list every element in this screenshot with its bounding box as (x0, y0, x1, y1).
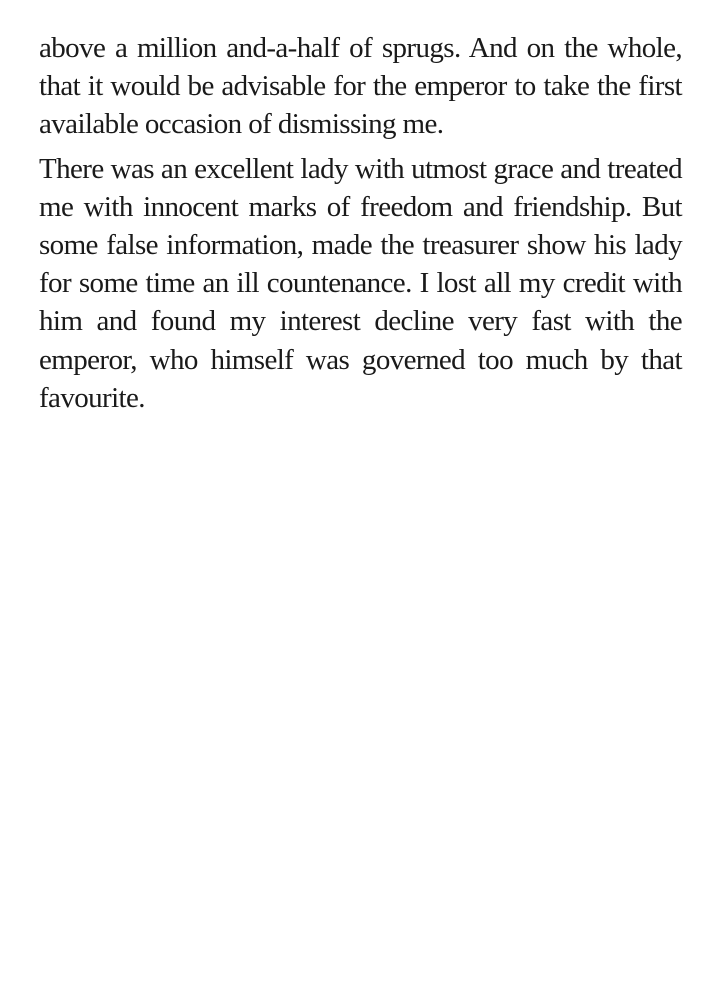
paragraph-2 (39, 150, 682, 417)
text-line: him and found my interest decline very fast with the (39, 305, 682, 338)
text-line: some false information, made the treasurer show his lady (39, 229, 682, 262)
text-line: There was an excellent lady with utmost grace and treated (39, 152, 682, 185)
text-line: emperor, who himself was governed too much by that (39, 343, 682, 376)
text-line: favourite. (39, 381, 145, 414)
text-line: that it would be advisable for the emperor to take the first (39, 70, 682, 103)
text-line: for some time an ill countenance. I lost all my credit with (39, 267, 682, 300)
text-line: available occasion of dismissing me. (39, 108, 444, 141)
page-text (39, 29, 682, 423)
text-line: above a million and-a-half of sprugs. And on the whole, (39, 32, 682, 64)
paragraph-1 (39, 29, 682, 144)
text-line: me with innocent marks of freedom and friendship. But (39, 190, 682, 223)
